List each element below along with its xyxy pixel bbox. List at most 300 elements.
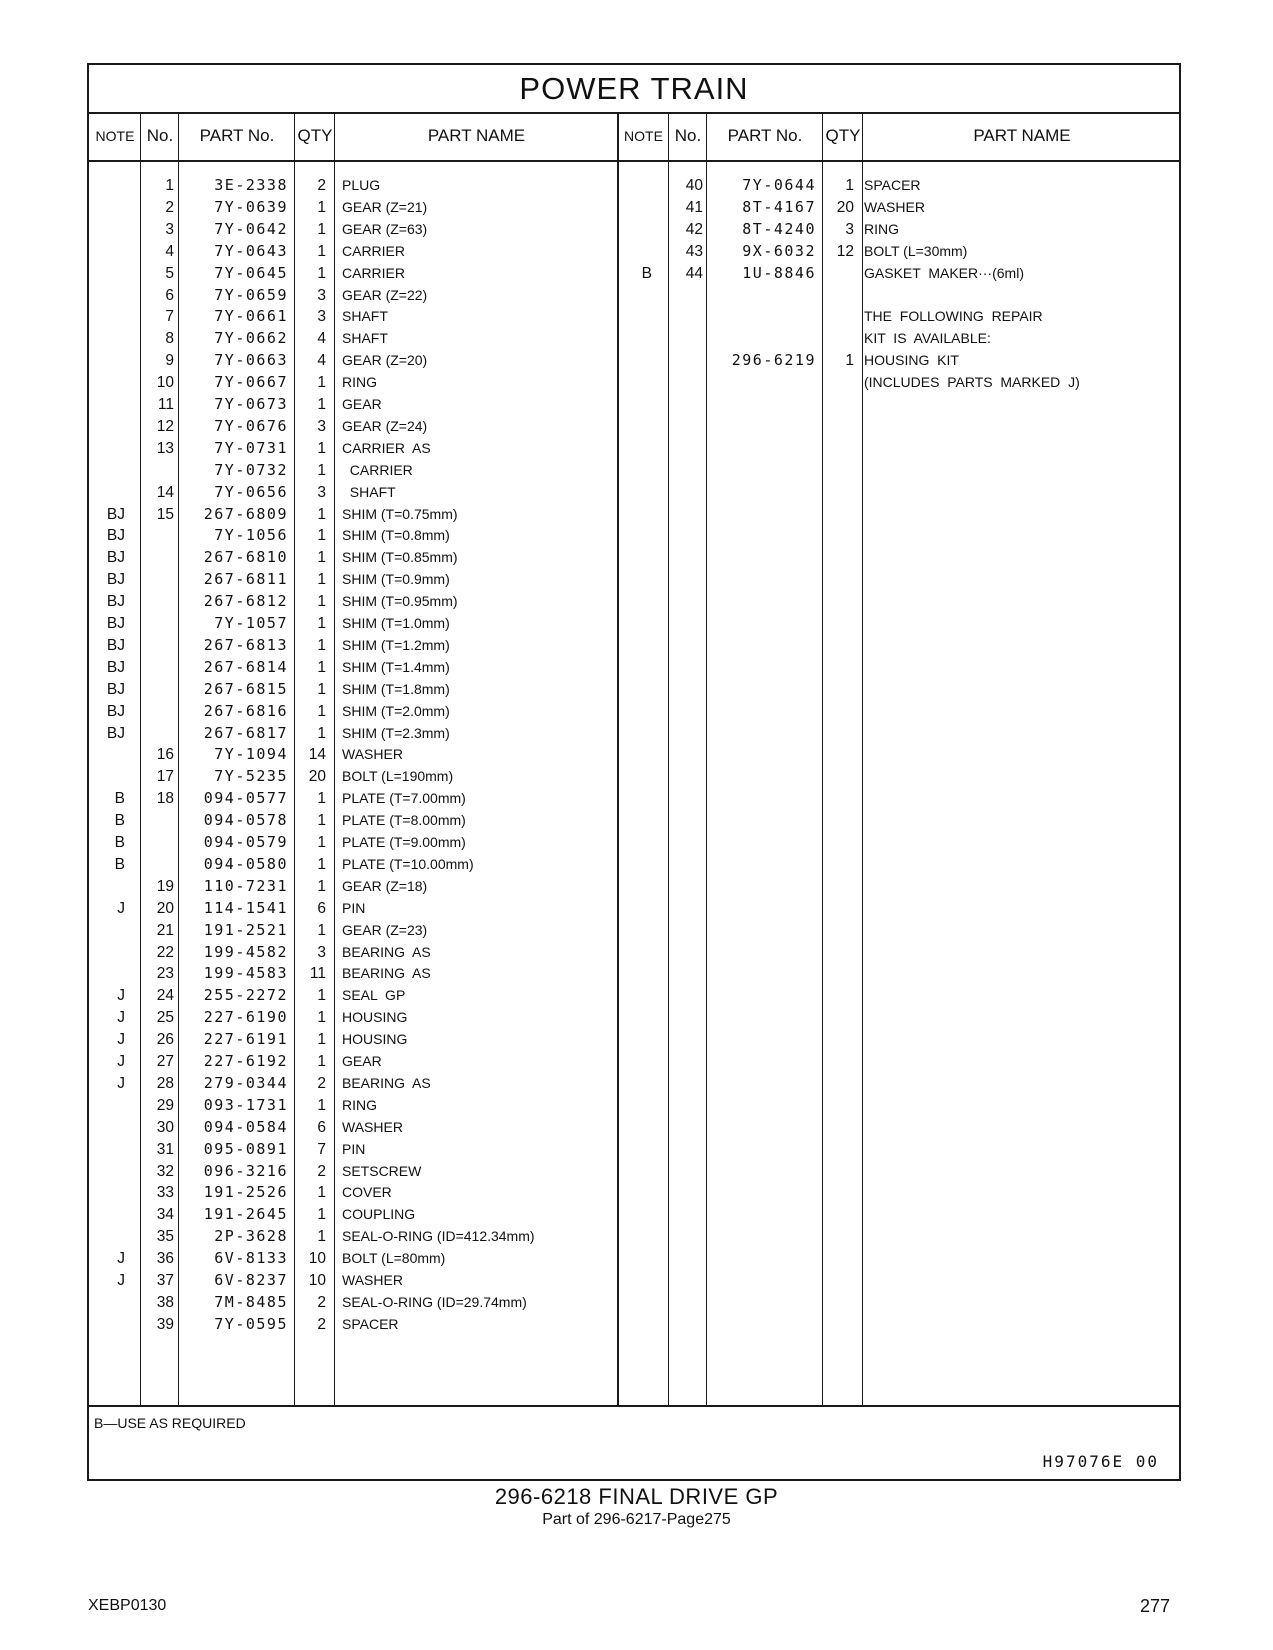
part-number-cell: 8T-4240 — [742, 219, 816, 238]
table-header — [89, 112, 1179, 162]
table-row — [89, 809, 1179, 832]
part-name-cell: PLATE (T=10.00mm) — [342, 855, 474, 872]
part-name-cell: GEAR (Z=23) — [342, 921, 428, 938]
quantity-cell: 1 — [317, 702, 326, 720]
item-number-cell: 28 — [156, 1074, 174, 1092]
part-name-cell: SHIM (T=1.0mm) — [342, 615, 450, 631]
table-row — [89, 853, 1179, 876]
part-number-cell: 199-4582 — [203, 942, 288, 961]
table-row — [89, 897, 1179, 920]
quantity-cell: 7 — [317, 1140, 326, 1158]
part-number-cell: 093-1731 — [203, 1095, 288, 1114]
part-number-cell: 1U-8846 — [742, 263, 816, 282]
table-row — [89, 1160, 1179, 1183]
quantity-cell: 1 — [317, 242, 326, 260]
table-row — [89, 787, 1179, 810]
quantity-cell: 3 — [317, 308, 326, 326]
part-name-cell: SPACER — [342, 1315, 399, 1332]
part-name-cell: WASHER — [342, 746, 403, 763]
part-number-cell: 227-6192 — [203, 1052, 288, 1070]
part-name-cell: SHIM (T=1.8mm) — [342, 680, 450, 697]
quantity-cell: 1 — [317, 921, 326, 939]
table-row — [89, 196, 1179, 219]
part-number-cell: 227-6191 — [203, 1030, 288, 1049]
part-number-cell: 7Y-1094 — [214, 745, 288, 764]
quantity-cell: 1 — [845, 352, 854, 370]
quantity-cell: 1 — [317, 680, 326, 698]
quantity-cell: 1 — [317, 834, 326, 851]
item-number-cell: 42 — [685, 220, 703, 238]
part-name-cell: SHIM (T=2.0mm) — [342, 702, 450, 719]
table-row — [89, 941, 1179, 964]
item-number-cell: 27 — [156, 1053, 174, 1070]
table-row — [89, 1225, 1179, 1248]
part-number-cell: 191-2645 — [203, 1205, 288, 1224]
quantity-cell: 10 — [308, 1272, 326, 1289]
item-number-cell: 14 — [156, 483, 174, 501]
part-name-cell: SHIM (T=1.2mm) — [342, 636, 450, 653]
quantity-cell: 1 — [317, 636, 326, 654]
quantity-cell: 3 — [845, 220, 854, 238]
note-cell: BJ — [106, 505, 125, 523]
drawing-code: H97076E 00 — [1042, 1452, 1159, 1471]
table-row — [89, 1072, 1179, 1095]
item-number-cell: 10 — [156, 374, 174, 392]
item-number-cell: 37 — [156, 1272, 174, 1289]
part-name-cell: SHIM (T=1.4mm) — [342, 658, 450, 675]
table-row — [89, 962, 1179, 985]
part-name-cell: GEAR (Z=18) — [342, 877, 428, 894]
note-cell: BJ — [106, 724, 125, 742]
part-name-cell: SETSCREW — [342, 1162, 422, 1179]
table-row — [89, 612, 1179, 635]
part-number-cell: 7Y-0642 — [214, 219, 288, 238]
table-row — [89, 568, 1179, 591]
part-name-cell: (INCLUDES PARTS MARKED J) — [864, 374, 1080, 391]
quantity-cell: 1 — [317, 1096, 326, 1114]
item-number-cell: 9 — [165, 352, 174, 370]
table-row — [89, 371, 1179, 394]
part-name-cell: GEAR (Z=22) — [342, 286, 428, 303]
item-number-cell: 20 — [156, 899, 174, 917]
item-number-cell: 22 — [156, 943, 174, 961]
part-name-cell: WASHER — [342, 1272, 403, 1288]
item-number-cell: 3 — [165, 220, 174, 238]
part-name-cell: PIN — [342, 1140, 366, 1157]
header-no-right: No. — [674, 126, 702, 145]
header-note-left: NOTE — [95, 128, 135, 144]
part-number-cell: 095-0891 — [203, 1139, 288, 1158]
document-id: XEBP0130 — [88, 1597, 167, 1614]
note-cell: J — [117, 1272, 125, 1289]
part-number-cell: 7Y-0731 — [214, 438, 288, 457]
quantity-cell: 1 — [317, 571, 326, 589]
quantity-cell: 1 — [317, 1009, 326, 1027]
table-row — [89, 284, 1179, 307]
item-number-cell: 21 — [156, 921, 174, 939]
part-number-cell: 7Y-0656 — [214, 482, 288, 501]
part-number-cell: 267-6810 — [203, 548, 288, 567]
part-name-cell: GEAR (Z=21) — [342, 198, 428, 215]
note-cell: J — [117, 1250, 125, 1268]
part-number-cell: 7Y-1056 — [214, 526, 288, 545]
quantity-cell: 1 — [317, 724, 326, 742]
header-note-right: NOTE — [624, 128, 663, 144]
quantity-cell: 1 — [317, 1206, 326, 1224]
item-number-cell: 15 — [156, 505, 174, 523]
quantity-cell: 1 — [317, 1228, 326, 1246]
part-name-cell: RING — [864, 220, 899, 237]
part-number-cell: 7Y-0732 — [214, 460, 288, 479]
note-cell: B — [114, 812, 125, 830]
part-name-cell: CARRIER — [342, 461, 413, 478]
part-number-cell: 191-2526 — [203, 1183, 288, 1202]
part-number-cell: 7M-8485 — [214, 1292, 288, 1311]
part-number-cell: 8T-4167 — [742, 197, 816, 216]
group-title: 296-6218 FINAL DRIVE GP — [494, 1484, 779, 1509]
quantity-cell: 1 — [317, 615, 326, 632]
quantity-cell: 1 — [317, 790, 326, 808]
part-name-cell: SEAL-O-RING (ID=29.74mm) — [342, 1293, 527, 1310]
part-number-cell: 7Y-0663 — [214, 351, 288, 370]
quantity-cell: 2 — [317, 1293, 326, 1311]
table-row — [89, 590, 1179, 613]
table-row — [89, 1269, 1179, 1292]
quantity-cell: 6 — [317, 899, 326, 917]
part-number-cell: 267-6811 — [203, 570, 288, 589]
part-number-cell: 6V-8133 — [214, 1249, 288, 1268]
item-number-cell: 25 — [156, 1009, 174, 1027]
part-name-cell: RING — [342, 1096, 377, 1113]
note-cell: BJ — [106, 680, 125, 698]
table-row — [89, 349, 1179, 372]
table-row — [89, 437, 1179, 460]
part-name-cell: PIN — [342, 899, 366, 916]
table-row — [89, 919, 1179, 942]
note-cell: BJ — [106, 702, 125, 720]
quantity-cell: 1 — [317, 1053, 326, 1070]
quantity-cell: 2 — [317, 1162, 326, 1180]
part-name-cell: WASHER — [342, 1118, 403, 1135]
table-row — [89, 831, 1179, 854]
item-number-cell: 5 — [165, 264, 174, 282]
note-cell: BJ — [106, 658, 125, 676]
table-row — [89, 240, 1179, 263]
part-name-cell: GEAR — [342, 396, 382, 412]
note-cell: BJ — [106, 549, 125, 567]
part-name-cell: HOUSING — [342, 1009, 408, 1026]
table-row — [89, 1094, 1179, 1117]
quantity-cell: 3 — [317, 286, 326, 304]
part-name-cell: WASHER — [864, 198, 925, 215]
quantity-cell: 1 — [317, 877, 326, 895]
item-number-cell: 24 — [156, 987, 174, 1005]
quantity-cell: 12 — [836, 242, 854, 260]
part-name-cell: BOLT (L=80mm) — [342, 1250, 446, 1267]
table-row — [89, 1050, 1179, 1073]
quantity-cell: 10 — [308, 1250, 326, 1268]
note-cell: B — [114, 790, 125, 808]
table-row — [89, 765, 1179, 788]
part-number-cell: 094-0580 — [203, 854, 288, 873]
quantity-cell: 2 — [317, 1315, 326, 1333]
table-row — [89, 634, 1179, 657]
note-cell: BJ — [106, 615, 125, 632]
item-number-cell: 39 — [156, 1315, 174, 1333]
table-row — [89, 984, 1179, 1007]
item-number-cell: 40 — [685, 177, 703, 194]
header-part-name-right: PART NAME — [973, 126, 1071, 145]
table-row — [89, 327, 1179, 350]
part-name-cell: GEAR (Z=20) — [342, 352, 428, 369]
note-cell: BJ — [106, 571, 125, 589]
item-number-cell: 31 — [156, 1140, 174, 1158]
table-row — [89, 1138, 1179, 1161]
item-number-cell: 11 — [157, 396, 174, 413]
item-number-cell: 32 — [156, 1162, 174, 1180]
quantity-cell: 1 — [317, 461, 326, 479]
part-name-cell: COVER — [342, 1184, 392, 1201]
part-number-cell: 7Y-0673 — [214, 395, 288, 413]
table-row — [89, 1291, 1179, 1314]
table-row — [89, 481, 1179, 504]
item-number-cell: 6 — [165, 286, 174, 304]
part-name-cell: RING — [342, 374, 377, 391]
item-number-cell: 30 — [156, 1118, 174, 1136]
quantity-cell: 1 — [317, 1184, 326, 1202]
note-cell: B — [114, 855, 125, 873]
part-name-cell: HOUSING KIT — [864, 352, 959, 369]
table-row — [89, 700, 1179, 723]
item-number-cell: 17 — [156, 768, 174, 786]
quantity-cell: 3 — [317, 417, 326, 435]
part-number-cell: 255-2272 — [203, 986, 288, 1005]
quantity-cell: 1 — [317, 505, 326, 523]
item-number-cell: 29 — [156, 1096, 174, 1114]
table-row — [89, 415, 1179, 438]
item-number-cell: 16 — [156, 746, 174, 764]
table-row — [89, 1247, 1179, 1270]
note-cell: J — [117, 1009, 125, 1027]
parts-table — [87, 63, 1181, 1481]
table-row — [89, 262, 1179, 285]
part-name-cell: KIT IS AVAILABLE: — [864, 330, 991, 347]
part-number-cell: 094-0579 — [203, 833, 288, 851]
part-number-cell: 094-0584 — [203, 1117, 288, 1136]
table-row — [89, 546, 1179, 569]
part-number-cell: 096-3216 — [203, 1161, 288, 1180]
item-number-cell: 41 — [685, 198, 703, 216]
note-cell: BJ — [106, 636, 125, 654]
item-number-cell: 23 — [156, 965, 174, 983]
quantity-cell: 1 — [317, 198, 326, 216]
quantity-cell: 3 — [317, 943, 326, 961]
table-row — [89, 678, 1179, 701]
part-name-cell: PLATE (T=9.00mm) — [342, 834, 466, 850]
part-name-cell: SEAL-O-RING (ID=412.34mm) — [342, 1228, 535, 1245]
part-number-cell: 9X-6032 — [742, 241, 816, 260]
item-number-cell: 44 — [685, 264, 703, 282]
part-number-cell: 7Y-0645 — [214, 263, 288, 282]
item-number-cell: 26 — [156, 1031, 174, 1049]
quantity-cell: 1 — [317, 439, 326, 457]
part-name-cell: PLATE (T=8.00mm) — [342, 812, 466, 829]
part-name-cell: SPACER — [864, 177, 921, 193]
part-number-cell: 094-0578 — [203, 811, 288, 830]
part-number-cell: 2P-3628 — [214, 1227, 288, 1246]
table-row — [89, 503, 1179, 526]
part-number-cell: 114-1541 — [203, 898, 288, 917]
note-cell: BJ — [106, 593, 125, 611]
part-name-cell: BEARING AS — [342, 943, 431, 960]
item-number-cell: 18 — [156, 790, 174, 808]
part-number-cell: 279-0344 — [203, 1073, 288, 1092]
quantity-cell: 6 — [317, 1118, 326, 1136]
table-row — [89, 875, 1179, 898]
note-cell: B — [641, 264, 652, 282]
part-number-cell: 7Y-1057 — [214, 614, 288, 632]
part-name-cell: SHIM (T=0.8mm) — [342, 527, 450, 544]
item-number-cell: 12 — [156, 417, 174, 435]
part-name-cell: SHIM (T=0.9mm) — [342, 571, 450, 588]
part-name-cell: BOLT (L=190mm) — [342, 768, 454, 785]
part-name-cell: SHAFT — [342, 330, 388, 347]
quantity-cell: 1 — [317, 549, 326, 567]
table-row — [89, 1028, 1179, 1051]
part-number-cell: 267-6815 — [203, 679, 288, 698]
part-number-cell: 267-6816 — [203, 701, 288, 720]
part-number-cell: 7Y-0676 — [214, 416, 288, 435]
part-number-cell: 094-0577 — [203, 789, 288, 808]
table-row — [89, 459, 1179, 482]
part-name-cell: CARRIER AS — [342, 439, 431, 456]
part-number-cell: 7Y-0643 — [214, 241, 288, 260]
quantity-cell: 20 — [308, 768, 326, 786]
item-number-cell: 35 — [156, 1228, 174, 1246]
part-number-cell: 7Y-5235 — [214, 767, 288, 786]
quantity-cell: 14 — [308, 746, 326, 764]
quantity-cell: 1 — [317, 593, 326, 611]
part-number-cell: 296-6219 — [731, 351, 816, 370]
table-row — [89, 1181, 1179, 1204]
part-name-cell: HOUSING — [342, 1031, 408, 1048]
part-name-cell: GEAR (Z=63) — [342, 220, 428, 237]
table-row — [89, 524, 1179, 547]
quantity-cell: 1 — [317, 220, 326, 238]
footnote: B—USE AS REQUIRED — [94, 1415, 246, 1431]
note-cell: J — [117, 987, 125, 1005]
quantity-cell: 4 — [317, 330, 326, 348]
table-row — [89, 1006, 1179, 1029]
quantity-cell: 1 — [317, 855, 326, 873]
part-number-cell: 267-6817 — [203, 723, 288, 742]
table-row — [89, 174, 1179, 197]
page-number: 277 — [1140, 1596, 1171, 1616]
quantity-cell: 20 — [836, 198, 854, 216]
table-row — [89, 656, 1179, 679]
part-name-cell: CARRIER — [342, 264, 406, 281]
part-name-cell: SHAFT — [342, 483, 396, 500]
part-name-cell: BOLT (L=30mm) — [864, 242, 968, 259]
part-number-cell: 7Y-0595 — [214, 1314, 288, 1333]
part-number-cell: 267-6812 — [203, 592, 288, 611]
item-number-cell: 1 — [165, 177, 174, 194]
part-name-cell: SHIM (T=2.3mm) — [342, 724, 450, 741]
table-footer — [89, 1405, 1179, 1483]
item-number-cell: 7 — [165, 308, 174, 326]
part-number-cell: 267-6813 — [203, 635, 288, 654]
part-name-cell: GEAR — [342, 1053, 382, 1069]
quantity-cell: 1 — [845, 177, 854, 194]
header-part-no-right: PART No. — [727, 126, 803, 145]
item-number-cell: 4 — [165, 242, 174, 260]
part-number-cell: 7Y-0667 — [214, 373, 288, 392]
part-name-cell: SHIM (T=0.75mm) — [342, 505, 458, 522]
part-name-cell: THE FOLLOWING REPAIR — [864, 308, 1043, 325]
part-name-cell: SHIM (T=0.85mm) — [342, 549, 458, 566]
header-no-left: No. — [146, 126, 174, 145]
part-number-cell: 267-6809 — [203, 504, 288, 523]
item-number-cell: 33 — [156, 1184, 174, 1202]
quantity-cell: 1 — [317, 527, 326, 545]
part-name-cell: CARRIER — [342, 242, 406, 259]
quantity-cell: 3 — [317, 483, 326, 501]
table-body — [89, 162, 1179, 1405]
header-qty-right: QTY — [825, 126, 861, 145]
quantity-cell: 1 — [317, 1031, 326, 1049]
part-name-cell: SHIM (T=0.95mm) — [342, 593, 458, 610]
table-row — [89, 1203, 1179, 1226]
part-number-cell: 7Y-0661 — [214, 307, 288, 326]
table-row — [89, 743, 1179, 766]
part-number-cell: 6V-8237 — [214, 1271, 288, 1289]
note-cell: J — [117, 1074, 125, 1092]
part-number-cell: 7Y-0639 — [214, 197, 288, 216]
item-number-cell: 43 — [685, 242, 703, 260]
part-name-cell: BEARING AS — [342, 965, 431, 982]
group-subtitle: Part of 296-6217-Page275 — [542, 1511, 731, 1528]
note-cell: J — [117, 899, 125, 917]
quantity-cell: 1 — [317, 987, 326, 1005]
table-row — [89, 393, 1179, 416]
quantity-cell: 1 — [317, 264, 326, 282]
quantity-cell: 11 — [309, 965, 326, 983]
note-cell: B — [114, 834, 125, 851]
part-number-cell: 227-6190 — [203, 1008, 288, 1027]
note-cell: BJ — [106, 527, 125, 545]
item-number-cell: 8 — [165, 330, 174, 348]
quantity-cell: 2 — [317, 177, 326, 194]
part-number-cell: 7Y-0659 — [214, 285, 288, 304]
part-name-cell: GASKET MAKER···(6ml) — [864, 264, 1024, 281]
part-name-cell: PLUG — [342, 177, 381, 193]
part-number-cell: 7Y-0644 — [742, 176, 816, 194]
item-number-cell: 38 — [156, 1293, 174, 1311]
part-number-cell: 199-4583 — [203, 964, 288, 983]
part-name-cell: SEAL GP — [342, 987, 406, 1004]
quantity-cell: 1 — [317, 658, 326, 676]
note-cell: J — [117, 1031, 125, 1049]
table-row — [89, 1116, 1179, 1139]
part-name-cell: SHAFT — [342, 308, 388, 325]
part-number-cell: 191-2521 — [203, 920, 288, 939]
note-cell: J — [117, 1053, 125, 1070]
part-name-cell: BEARING AS — [342, 1074, 431, 1091]
item-number-cell: 13 — [156, 439, 174, 457]
quantity-cell: 4 — [317, 352, 326, 370]
part-number-cell: 7Y-0662 — [214, 329, 288, 348]
quantity-cell: 1 — [317, 812, 326, 830]
